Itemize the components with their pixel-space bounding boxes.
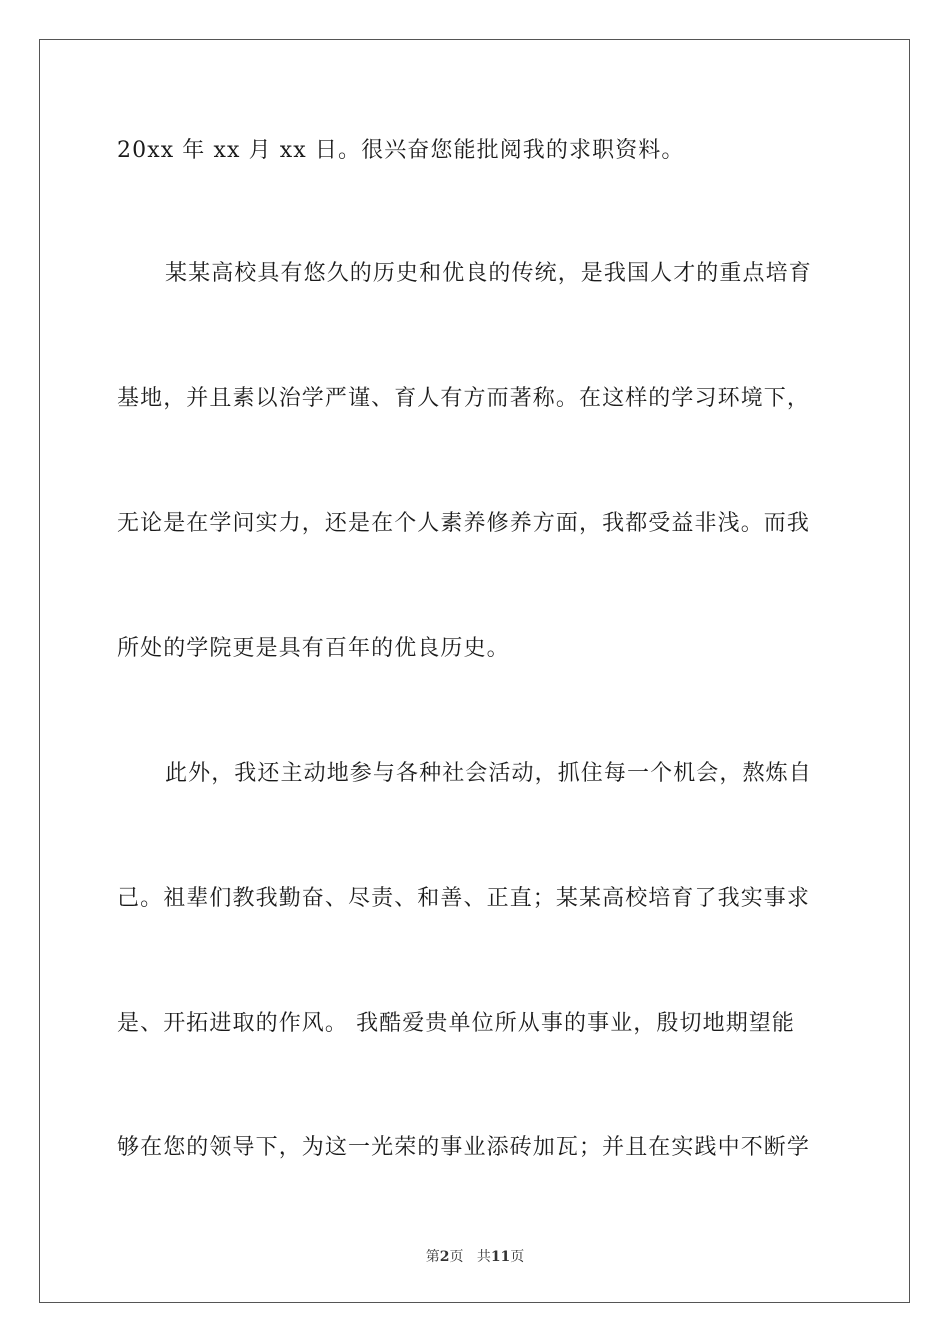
- page-border: [39, 39, 910, 1303]
- page-footer: [0, 1248, 950, 1266]
- footer-prefix: 第: [425, 1249, 440, 1265]
- text-line: 够在您的领导下，为这一光荣的事业添砖加瓦；并且在实践中不断学: [117, 1135, 811, 1160]
- text-line: 无论是在学问实力，还是在个人素养修养方面，我都受益非浅。而我: [117, 511, 811, 536]
- footer-total-prefix: 共: [476, 1249, 491, 1265]
- text-line: 基地，并且素以治学严谨、育人有方而著称。在这样的学习环境下，: [117, 386, 811, 411]
- footer-page-suffix: 页: [449, 1249, 464, 1265]
- footer-total-suffix: 页: [510, 1249, 525, 1265]
- text-line: 是、开拓进取的作风。 我酷爱贵单位所从事的事业，殷切地期望能: [117, 1011, 795, 1036]
- text-line: 20xx 年 xx 月 xx 日。很兴奋您能批阅我的求职资料。: [117, 138, 685, 163]
- page-number: 2: [439, 1249, 450, 1265]
- text-line: 此外，我还主动地参与各种社会活动，抓住每一个机会，熬炼自: [165, 761, 812, 786]
- text-line: 某某高校具有悠久的历史和优良的传统，是我国人才的重点培育: [165, 261, 812, 286]
- text-line: 所处的学院更是具有百年的优良历史。: [117, 636, 510, 661]
- total-pages: 11: [490, 1249, 511, 1265]
- text-line: 己。祖辈们教我勤奋、尽责、和善、正直；某某高校培育了我实事求: [117, 886, 811, 911]
